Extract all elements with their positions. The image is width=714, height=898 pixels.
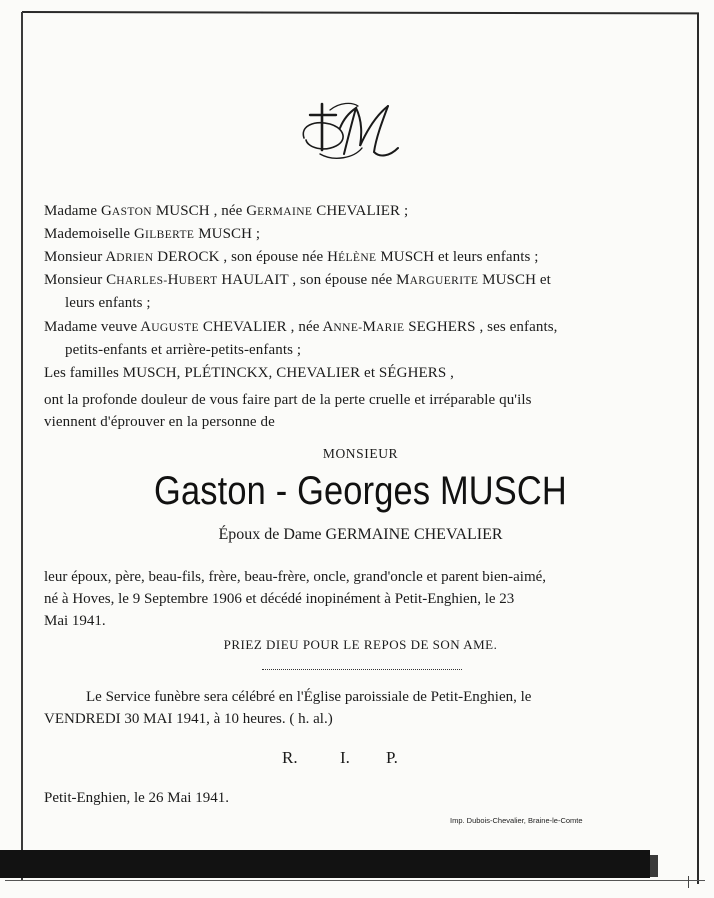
- family-line-6: Madame veuve AUGUSTE CHEVALIER , née ANNE-MARIE SEGHERS , ses enfants,: [44, 319, 558, 335]
- bottom-border-line: [5, 880, 705, 881]
- black-bottom-band: [0, 850, 650, 878]
- family-line-5: leurs enfants ;: [65, 295, 151, 311]
- deceased-name: Gaston - Georges MUSCH: [154, 469, 567, 513]
- bio-line-2: né à Hoves, le 9 Septembre 1906 et décédé inopinément à Petit-Enghien, le 23: [44, 591, 515, 607]
- service-line-2: VENDREDI 30 MAI 1941, à 10 heures. ( h. al.): [44, 711, 333, 727]
- printer-imprint: Imp. Dubois-Chevalier, Braine-le-Comte: [450, 816, 583, 825]
- corner-tick-mark: [688, 876, 699, 888]
- family-line-3: Monsieur ADRIEN DEROCK , son épouse née HÉLÈNE MUSCH et leurs enfants ;: [44, 249, 539, 265]
- family-line-9: ont la profonde douleur de vous faire part de la perte cruelle et irréparable qu'ils: [44, 392, 532, 408]
- bio-line-1: leur époux, père, beau-fils, frère, beau-frère, oncle, grand'oncle et parent bien-aimé,: [44, 569, 547, 585]
- black-band-end: [650, 855, 658, 877]
- prayer-line: PRIEZ DIEU POUR LE REPOS DE SON AME.: [223, 637, 498, 652]
- family-line-8: Les familles MUSCH, PLÉTINCKX, CHEVALIER et SÉGHERS ,: [44, 365, 455, 381]
- rip-r: R.: [282, 748, 298, 767]
- deceased-title: MONSIEUR: [322, 446, 399, 461]
- rip-p: P.: [386, 748, 398, 767]
- place-date: Petit-Enghien, le 26 Mai 1941.: [44, 790, 229, 806]
- bio-line-3: Mai 1941.: [44, 613, 106, 629]
- family-line-2: Mademoiselle GILBERTE MUSCH ;: [44, 226, 261, 242]
- cross-monogram-icon: [300, 98, 410, 170]
- service-line-1: Le Service funèbre sera célébré en l'Église paroissiale de Petit-Enghien, le: [86, 689, 532, 705]
- family-line-10: viennent d'éprouver en la personne de: [44, 414, 275, 430]
- dotted-divider: [262, 669, 462, 670]
- family-line-4: Monsieur CHARLES-HUBERT HAULAIT , son épouse née MARGUERITE MUSCH et: [44, 272, 551, 288]
- top-border-line: [22, 11, 699, 14]
- rip-i: I.: [340, 748, 350, 767]
- deceased-spouse: Époux de Dame GERMAINE CHEVALIER: [218, 526, 503, 543]
- family-line-1: Madame GASTON MUSCH , née GERMAINE CHEVALIER ;: [44, 203, 409, 219]
- family-line-7: petits-enfants et arrière-petits-enfants ;: [65, 342, 302, 358]
